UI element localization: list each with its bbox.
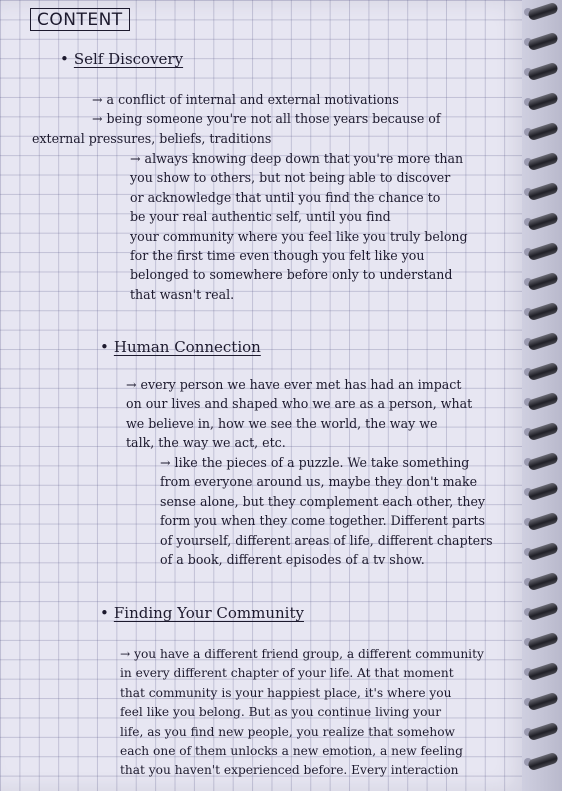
spiral-coil (527, 362, 559, 382)
spiral-coil (527, 392, 559, 412)
note-line: life, as you find new people, you realize that somehow (120, 724, 455, 739)
section-heading-text: Finding Your Community (113, 604, 304, 622)
note-line: from everyone around us, maybe they don't make (160, 474, 478, 490)
note-line: sense alone, but they complement each other, they (160, 493, 486, 509)
note-line: on our lives and shaped who we are as a person, what (126, 396, 473, 412)
spiral-coil (527, 122, 559, 142)
note-line: of yourself, different areas of life, different chapters (160, 532, 493, 548)
spiral-coil (527, 62, 559, 82)
note-line: → being someone you're not all those years because of (92, 111, 441, 127)
note-block (160, 453, 493, 569)
spiral-coil (527, 2, 559, 22)
page-title: CONTENT (30, 8, 130, 31)
note-line: in every different chapter of your life. At that moment (120, 666, 454, 681)
note-line: belonged to somewhere before only to understand (130, 267, 453, 283)
bullet-icon: • (100, 338, 109, 356)
spiral-coil (527, 182, 559, 202)
note-line: → a conflict of internal and external motivations (92, 92, 399, 107)
spiral-coil (527, 752, 559, 772)
note-line: → always knowing deep down that you're more than (130, 151, 464, 166)
spiral-coil (527, 212, 559, 232)
note-line: external pressures, beliefs, traditions (32, 130, 272, 146)
spiral-coil (527, 32, 559, 52)
spiral-coil (527, 272, 559, 292)
note-line: that wasn't real. (130, 286, 235, 302)
spiral-coil (527, 722, 559, 742)
note-line: each one of them unlocks a new emotion, a new feeling (120, 744, 463, 759)
spiral-coil (527, 692, 559, 712)
spiral-coil (527, 452, 559, 472)
spiral-coil (527, 302, 559, 322)
note-line: we believe in, how we see the world, the way we (126, 415, 438, 431)
note-line: → every person we have ever met has had an impact (126, 377, 462, 392)
note-block (32, 90, 441, 148)
spiral-coil (527, 152, 559, 172)
spiral-coil (527, 92, 559, 112)
spiral-coil (527, 572, 559, 592)
note-line: be your real authentic self, until you find (130, 209, 391, 225)
note-line: you show to others, but not being able to discover (130, 170, 451, 186)
note-line: form you when they come together. Different parts (160, 513, 485, 529)
note-line: of a book, different episodes of a tv show. (160, 552, 425, 568)
bullet-icon: • (100, 604, 109, 622)
note-line: or acknowledge that until you find the chance to (130, 189, 441, 205)
spiral-coil (527, 662, 559, 682)
spiral-coil (527, 602, 559, 622)
spiral-coil (527, 482, 559, 502)
spiral-coil (527, 632, 559, 652)
section-heading-text: Human Connection (113, 338, 261, 356)
note-block (120, 645, 484, 781)
spiral-coil (527, 542, 559, 562)
note-line: that community is your happiest place, it's where you (120, 685, 452, 700)
spiral-coil (527, 512, 559, 532)
note-line: feel like you belong. But as you continue living your (120, 705, 442, 720)
note-block (130, 149, 468, 304)
spiral-coil (527, 242, 559, 262)
spiral-coil (527, 332, 559, 352)
section-heading-finding-your-community (100, 604, 304, 622)
note-line: → you have a different friend group, a different community (120, 647, 484, 661)
note-line: → like the pieces of a puzzle. We take something (160, 455, 470, 470)
note-line: that you haven't experienced before. Every interaction (120, 763, 459, 778)
note-line: talk, the way we act, etc. (126, 435, 286, 451)
spiral-binding (522, 0, 562, 791)
note-block (126, 375, 472, 453)
section-heading-text: Self Discovery (73, 50, 184, 68)
note-line: your community where you feel like you truly belong (130, 228, 468, 244)
spiral-coil (527, 422, 559, 442)
note-line: for the first time even though you felt like you (130, 248, 425, 264)
section-heading-self-discovery (60, 50, 183, 68)
section-heading-human-connection (100, 338, 261, 356)
bullet-icon: • (60, 50, 69, 68)
